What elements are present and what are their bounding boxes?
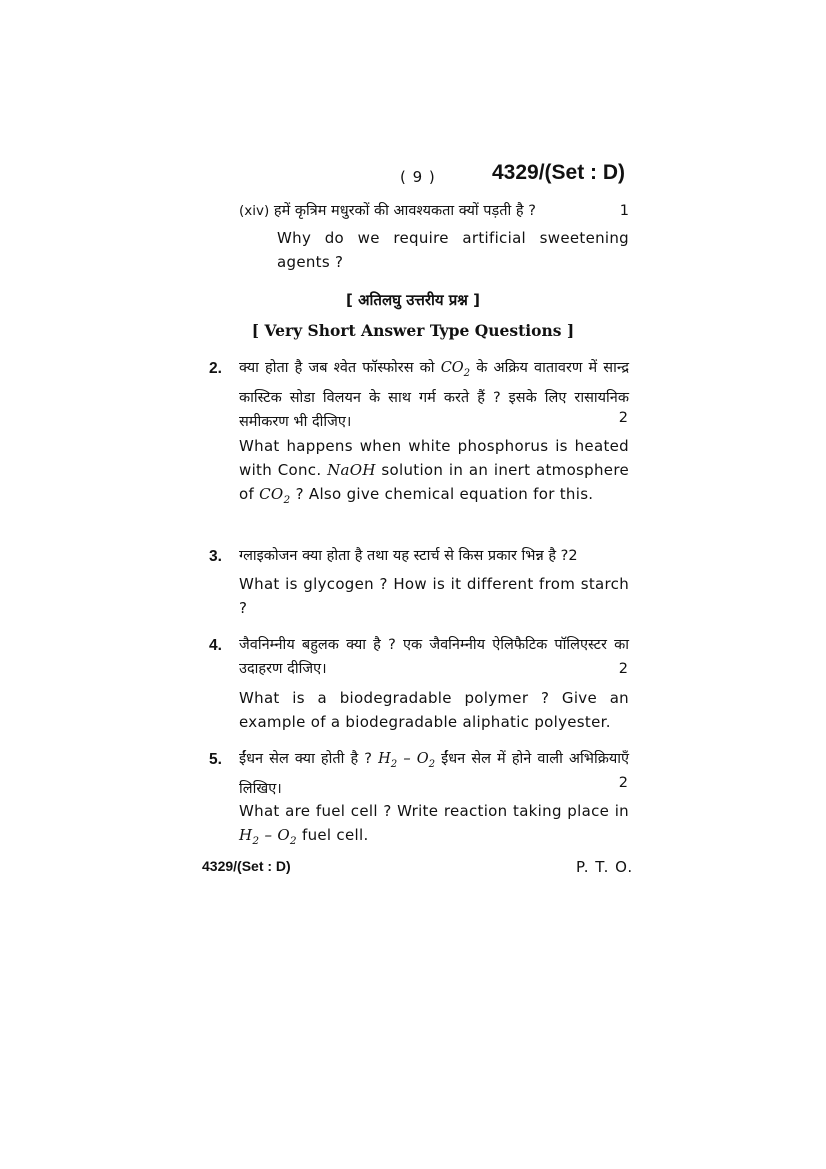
question-2-hindi bbox=[239, 356, 629, 434]
page-number: ( 9 ) bbox=[400, 168, 436, 186]
formula-subscript: 2 bbox=[390, 758, 398, 770]
formula-h: H bbox=[378, 751, 391, 767]
formula-subscript: 2 bbox=[283, 494, 291, 506]
formula-subscript: 2 bbox=[463, 367, 471, 379]
question-5-english-part2: fuel cell. bbox=[301, 826, 369, 844]
question-2-number: 2. bbox=[209, 360, 222, 377]
formula-co2 bbox=[440, 360, 471, 379]
question-5-english-part1: What are fuel cell ? Write reaction taking place in bbox=[239, 802, 629, 820]
question-2-english-part2: solution in an inert atmosphere of bbox=[239, 461, 629, 503]
question-5-english bbox=[239, 799, 629, 853]
question-5-hindi bbox=[239, 747, 629, 801]
question-xiv-label: (xiv) bbox=[239, 203, 270, 219]
paper-code-header: 4329/(Set : D) bbox=[492, 161, 626, 184]
formula-co2-english bbox=[259, 485, 291, 506]
paper-code-footer: 4329/(Set : D) bbox=[202, 858, 291, 874]
question-3-hindi-text: ग्लाइकोजन क्या होता है तथा यह स्टार्च से किस प्रकार भिन्न है ? bbox=[239, 548, 569, 564]
question-xiv-english: Why do we require artificial sweetening agents ? bbox=[277, 229, 629, 271]
formula-naoh: NaOH bbox=[327, 461, 376, 479]
question-3-hindi bbox=[239, 544, 629, 568]
formula-h: H bbox=[239, 826, 253, 844]
question-3-english: What is glycogen ? How is it different from starch ? bbox=[239, 575, 629, 617]
question-4-marks: 2 bbox=[618, 661, 628, 677]
formula-subscript: 2 bbox=[428, 758, 436, 770]
formula-o: O bbox=[416, 751, 429, 767]
question-2-hindi-part2: के अक्रिय वातावरण में सान्द्र कास्टिक सोडा विलयन के साथ गर्म करते हैं ? इसके लिए रासायनिक समीकरण भी दीजिए। bbox=[239, 360, 630, 430]
question-5-hindi-part1: ईंधन सेल क्या होती है ? bbox=[239, 751, 373, 767]
formula-h2-o2 bbox=[378, 751, 436, 770]
formula-o: O bbox=[277, 826, 290, 844]
question-2-marks: 2 bbox=[618, 410, 628, 426]
question-2-english-part1: What happens when white phosphorus is heated with Conc. bbox=[239, 437, 629, 479]
question-3-number: 3. bbox=[209, 548, 222, 565]
section-heading-english: [ Very Short Answer Type Questions ] bbox=[251, 321, 575, 340]
question-3-marks: 2 bbox=[568, 548, 578, 564]
question-4-hindi: जैवनिम्नीय बहुलक क्या है ? एक जैवनिम्नीय ऐलिफैटिक पॉलिएस्टर का उदाहरण दीजिए। bbox=[239, 637, 629, 677]
question-5-hindi-part2: ईंधन सेल में होने वाली अभिक्रियाएँ लिखिए। bbox=[239, 751, 630, 797]
formula-subscript: 2 bbox=[252, 835, 260, 847]
formula-h2-o2-english bbox=[239, 826, 297, 847]
question-4-number: 4. bbox=[209, 637, 222, 654]
question-xiv-marks: 1 bbox=[619, 203, 629, 219]
question-2-hindi-part1: क्या होता है जब श्वेत फॉस्फोरस को bbox=[239, 360, 435, 376]
question-xiv-hindi-text: हमें कृत्रिम मधुरकों की आवश्यकता क्यों पड़ती है ? bbox=[273, 203, 536, 219]
question-xiv-hindi bbox=[239, 199, 629, 223]
section-heading-hindi: [ अतिलघु उत्तरीय प्रश्न ] bbox=[346, 291, 480, 309]
question-2-english-part3: ? Also give chemical equation for this. bbox=[295, 485, 594, 503]
question-4-english: What is a biodegradable polymer ? Give an example of a biodegradable aliphatic polyester. bbox=[239, 689, 629, 731]
question-5-number: 5. bbox=[209, 751, 222, 768]
formula-dash: – bbox=[259, 826, 278, 844]
question-2-english bbox=[239, 434, 629, 512]
pto-label: P. T. O. bbox=[576, 858, 634, 876]
formula-dash: – bbox=[397, 751, 417, 767]
question-5-marks: 2 bbox=[618, 775, 628, 791]
formula-subscript: 2 bbox=[289, 835, 297, 847]
formula-text: CO bbox=[440, 360, 464, 376]
formula-text: CO bbox=[259, 485, 284, 503]
